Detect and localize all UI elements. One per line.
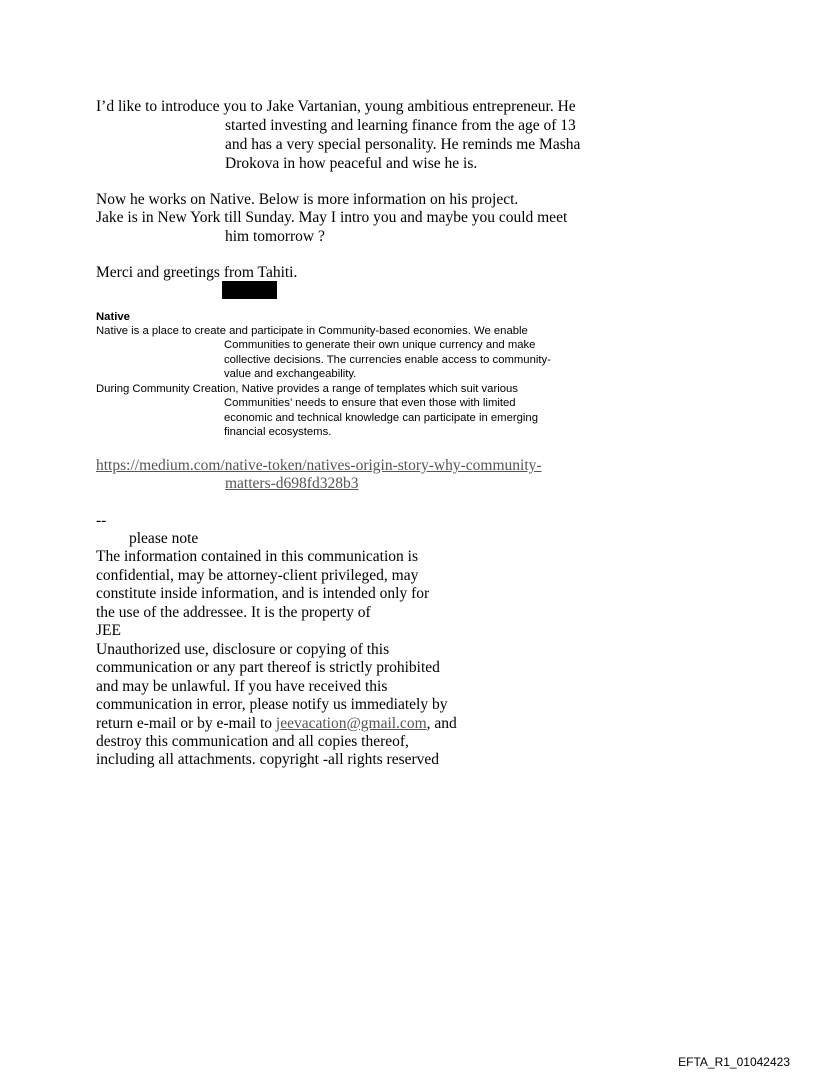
native-line-8: financial ecosystems. [224, 426, 332, 438]
email-prefix: return e-mail or by e-mail to [96, 715, 276, 732]
disclaimer-line-8: and may be unlawful. If you have received this [96, 678, 388, 695]
now-line-3: him tomorrow ? [225, 228, 325, 245]
native-line-5: During Community Creation, Native provides a range of templates which suit various [96, 383, 518, 395]
disclaimer-line-3: constitute inside information, and is intended only for [96, 585, 430, 602]
intro-line-1: I’d like to introduce you to Jake Vartanian, young ambitious entrepreneur. He [96, 98, 576, 115]
signature-dashes: -- [96, 512, 107, 529]
now-line-1: Now he works on Native. Below is more information on his project. [96, 191, 519, 208]
signature-note: please note [129, 530, 199, 547]
disclaimer-line-6: Unauthorized use, disclosure or copying of this [96, 641, 390, 658]
disclaimer-line-10: destroy this communication and all copies thereof, [96, 733, 409, 750]
disclaimer-line-4: the use of the addressee. It is the property of [96, 604, 371, 621]
disclaimer-line-5: JEE [96, 622, 121, 639]
intro-line-2: started investing and learning finance from the age of 13 [225, 117, 576, 134]
native-line-2: Communities to generate their own unique currency and make [224, 339, 536, 351]
native-line-6: Communities’ needs to ensure that even those with limited [224, 397, 516, 409]
now-line-2: Jake is in New York till Sunday. May I intro you and maybe you could meet [96, 209, 568, 226]
intro-line-4: Drokova in how peaceful and wise he is. [225, 155, 478, 172]
medium-link-line-1[interactable]: https://medium.com/native-token/natives-origin-story-why-community- [96, 457, 542, 474]
intro-line-3: and has a very special personality. He reminds me Masha [225, 136, 581, 153]
native-line-7: economic and technical knowledge can participate in emerging [224, 412, 538, 424]
disclaimer-line-11: including all attachments. copyright -all rights reserved [96, 751, 440, 768]
medium-link-line-2[interactable]: matters-d698fd328b3 [225, 475, 359, 492]
document-id: EFTA_R1_01042423 [678, 1055, 790, 1069]
disclaimer-line-7: communication or any part thereof is strictly prohibited [96, 659, 440, 676]
disclaimer-line-2: confidential, may be attorney-client privileged, may [96, 567, 419, 584]
disclaimer-line-9: communication in error, please notify us immediately by [96, 696, 448, 713]
native-line-4: value and exchangeability. [224, 368, 357, 380]
disclaimer-line-1: The information contained in this communication is [96, 548, 418, 565]
native-heading: Native [96, 311, 130, 323]
email-suffix: , and [426, 715, 457, 732]
closing-text: Merci and greetings from Tahiti. [96, 264, 298, 281]
native-line-1: Native is a place to create and participate in Community-based economies. We enable [96, 325, 528, 337]
email-link[interactable]: jeevacation@gmail.com [275, 715, 427, 732]
redaction-box [222, 281, 277, 299]
disclaimer-email-line [96, 714, 457, 733]
native-line-3: collective decisions. The currencies enable access to community- [224, 354, 551, 366]
